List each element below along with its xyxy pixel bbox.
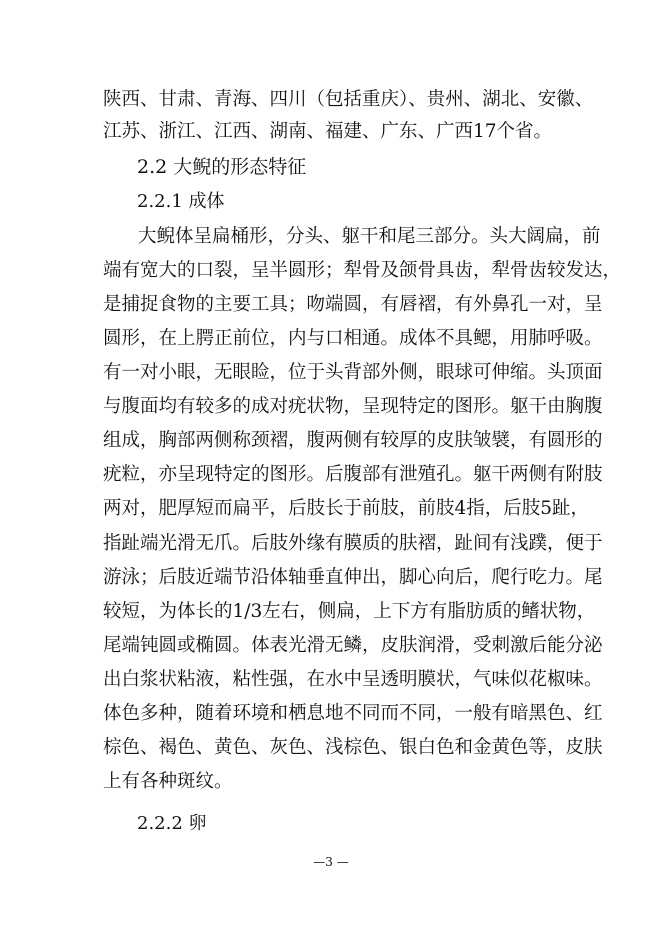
paragraph-line: 体色多种，随着环境和栖息地不同而不同，一般有暗黑色、红 bbox=[103, 703, 603, 724]
paragraph-line: 端有宽大的口裂，呈半圆形；犁骨及颌骨具齿，犁骨齿较发达， bbox=[103, 260, 622, 281]
paragraph-line: 棕色、褐色、黄色、灰色、浅棕色、银白色和金黄色等，皮肤 bbox=[103, 737, 603, 758]
paragraph-line: 与腹面均有较多的成对疣状物，呈现特定的图形。躯干由胸腹 bbox=[103, 396, 603, 417]
section-heading: 2.2 大鲵的形态特征 bbox=[137, 156, 307, 178]
paragraph-line: 较短，为体长的1/3左右，侧扁，上下方有脂肪质的鳍状物， bbox=[103, 601, 596, 622]
paragraph-line: 有一对小眼，无眼睑，位于头背部外侧，眼球可伸缩。头顶面 bbox=[103, 362, 603, 383]
subsection-heading-egg: 2.2.2 卵 bbox=[137, 813, 207, 834]
paragraph-line: 指趾端光滑无爪。后肢外缘有膜质的肤褶，趾间有浅蹼，便于 bbox=[103, 533, 603, 554]
paragraph-line: 组成，胸部两侧称颈褶，腹两侧有较厚的皮肤皱襞，有圆形的 bbox=[103, 430, 603, 451]
page-number: —3 — bbox=[313, 855, 349, 869]
paragraph-line: 圆形，在上腭正前位，内与口相通。成体不具鳃，用肺呼吸。 bbox=[103, 328, 603, 349]
paragraph-line: 尾端钝圆或椭圆。体表光滑无鳞，皮肤润滑，受刺激后能分泌 bbox=[103, 635, 603, 656]
subsection-heading-adult: 2.2.1 成体 bbox=[137, 191, 225, 212]
paragraph-line: 是捕捉食物的主要工具；吻端圆，有唇褶，有外鼻孔一对，呈 bbox=[103, 294, 603, 315]
paragraph-line: 两对，肥厚短而扁平，后肢长于前肢，前肢4指，后肢5趾， bbox=[103, 498, 590, 519]
paragraph-line: 疣粒，亦呈现特定的图形。后腹部有泄殖孔。躯干两侧有附肢 bbox=[103, 464, 603, 485]
paragraph-line: 出白浆状粘液，粘性强，在水中呈透明膜状，气味似花椒味。 bbox=[103, 669, 603, 690]
intro-line-2: 江苏、浙江、江西、湖南、福建、广东、广西17个省。 bbox=[103, 121, 553, 142]
paragraph-line: 游泳；后肢近端节沿体轴垂直伸出，脚心向后，爬行吃力。尾 bbox=[103, 567, 603, 588]
paragraph-line: 大鲵体呈扁桶形，分头、躯干和尾三部分。头大阔扁，前 bbox=[138, 226, 601, 247]
paragraph-line: 上有各种斑纹。 bbox=[103, 771, 233, 792]
intro-line-1: 陕西、甘肃、青海、四川（包括重庆）、贵州、湖北、安徽、 bbox=[103, 89, 594, 110]
